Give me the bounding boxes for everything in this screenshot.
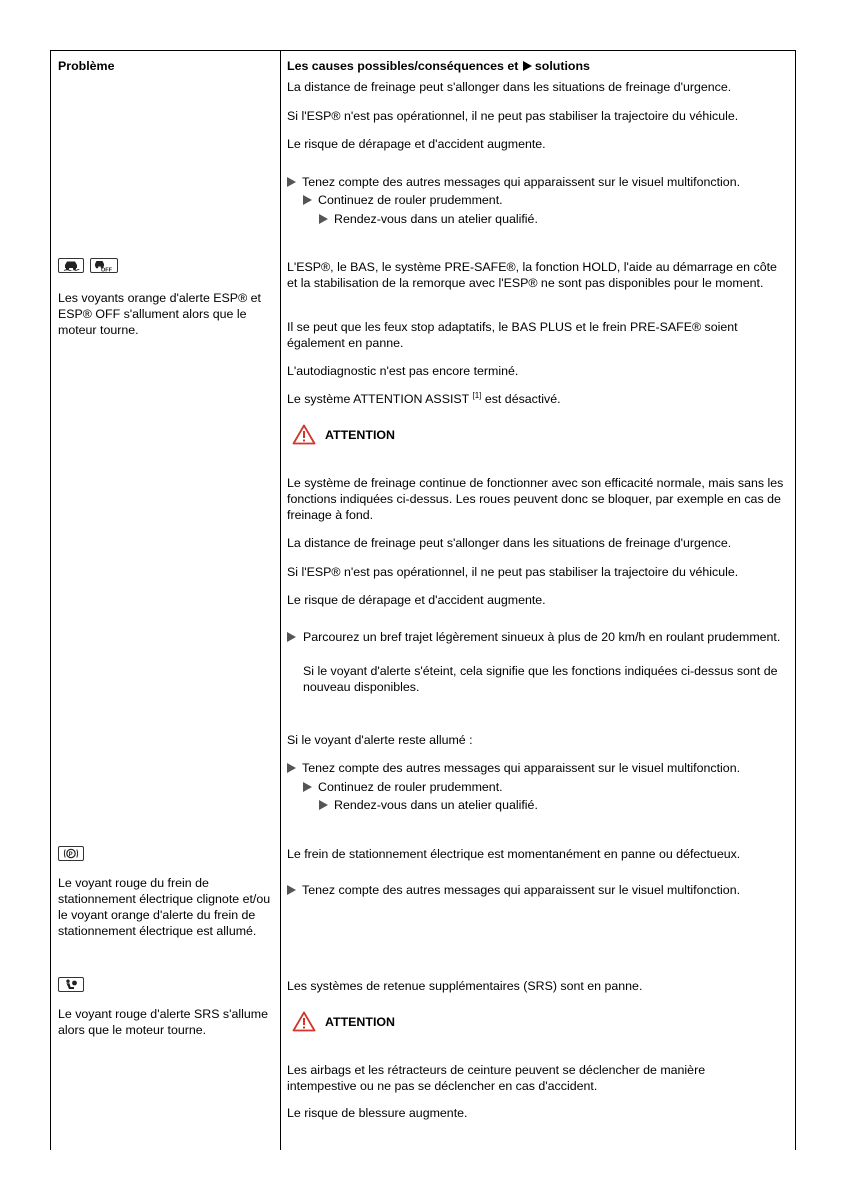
row2-problem: Le voyant rouge du frein de stationnement électrique clignote et/ou le voyant orange d'alerte du frein de stationnement électrique est allumé. bbox=[58, 876, 271, 938]
row1-condition: Si le voyant d'alerte reste allumé : bbox=[287, 733, 473, 747]
row1-para-4-text: Le système ATTENTION ASSIST bbox=[287, 392, 470, 406]
row3-problem: Le voyant rouge d'alerte SRS s'allume alors que le moteur tourne. bbox=[58, 1007, 268, 1037]
row1-step-3-text: Continuez de rouler prudemment. bbox=[318, 780, 503, 794]
row0-step-3-text: Rendez-vous dans un atelier qualifié. bbox=[334, 212, 538, 226]
row0-step-2-text: Continuez de rouler prudemment. bbox=[318, 193, 503, 207]
arrow-icon bbox=[319, 214, 328, 224]
row0-para-3: Le risque de dérapage et d'accident augmente. bbox=[287, 137, 546, 151]
esp-warning-icon bbox=[58, 258, 84, 273]
row1-problem: Les voyants orange d'alerte ESP® et ESP® OFF s'allument alors que le moteur tourne. bbox=[58, 291, 261, 337]
row3-para-1: Les systèmes de retenue supplémentaires (SRS) sont en panne. bbox=[287, 979, 643, 993]
esp-off-icon bbox=[90, 258, 118, 273]
row0-para-1: La distance de freinage peut s'allonger dans les situations de freinage d'urgence. bbox=[287, 80, 732, 94]
row1-para-1: L'ESP®, le BAS, le système PRE-SAFE®, la fonction HOLD, l'aide au démarrage en côte et la stabilisation de la remorque avec l'ESP® ne sont pas disponibles pour le moment. bbox=[287, 260, 777, 290]
row1-step-1-text: Parcourez un bref trajet légèrement sinueux à plus de 20 km/h en roulant prudemment. bbox=[303, 630, 781, 644]
warning-triangle-icon bbox=[292, 1011, 316, 1032]
row1-step-4 bbox=[319, 797, 538, 813]
row1-para-4 bbox=[287, 391, 787, 407]
table-column-divider bbox=[280, 50, 281, 1150]
row2-step-1 bbox=[287, 882, 740, 898]
arrow-icon bbox=[287, 177, 296, 187]
row1-warning-heading bbox=[292, 424, 395, 445]
parking-brake-icon bbox=[58, 846, 84, 861]
row0-step-1 bbox=[287, 174, 740, 190]
arrow-icon bbox=[523, 61, 532, 71]
row0-para-2: Si l'ESP® n'est pas opérationnel, il ne peut pas stabiliser la trajectoire du véhicule. bbox=[287, 109, 739, 123]
header-causes-prefix: Les causes possibles/conséquences et bbox=[287, 59, 519, 73]
arrow-icon bbox=[287, 632, 296, 642]
row1-step-2-text: Tenez compte des autres messages qui apparaissent sur le visuel multifonction. bbox=[302, 761, 741, 775]
row1-para-4-end: est désactivé. bbox=[484, 392, 561, 406]
row0-step-1-text: Tenez compte des autres messages qui apparaissent sur le visuel multifonction. bbox=[302, 175, 741, 189]
row0-step-3 bbox=[319, 211, 538, 227]
arrow-icon bbox=[319, 800, 328, 810]
header-problem: Problème bbox=[58, 59, 115, 73]
table-top-border bbox=[50, 50, 796, 51]
row1-step-1-result: Si le voyant d'alerte s'éteint, cela signifie que les fonctions indiquées ci-dessus sont de nouveau disponibles. bbox=[303, 664, 778, 694]
header-causes bbox=[287, 58, 787, 74]
row1-step-1 bbox=[287, 629, 302, 645]
srs-airbag-icon bbox=[58, 977, 84, 992]
row3-warning-text-1: Les airbags et les rétracteurs de ceinture peuvent se déclencher de manière intempestive ou ne pas se déclencher en cas d'accident. bbox=[287, 1063, 706, 1093]
arrow-icon bbox=[287, 763, 296, 773]
row3-warning-heading bbox=[292, 1011, 395, 1032]
svg-text:OFF: OFF bbox=[101, 267, 112, 272]
warning-label: ATTENTION bbox=[325, 427, 395, 442]
row1-step-3 bbox=[303, 779, 503, 795]
row2-para-1: Le frein de stationnement électrique est momentanément en panne ou défectueux. bbox=[287, 847, 741, 861]
arrow-icon bbox=[287, 885, 296, 895]
warning-triangle-icon bbox=[292, 424, 316, 445]
header-causes-suffix: solutions bbox=[534, 59, 590, 73]
row3-warning-text-2: Le risque de blessure augmente. bbox=[287, 1106, 468, 1120]
svg-text:P: P bbox=[68, 851, 73, 858]
table-left-border bbox=[50, 50, 51, 1150]
table-right-border bbox=[795, 50, 796, 1150]
row1-para-2: Il se peut que les feux stop adaptatifs, le BAS PLUS et le frein PRE-SAFE® soient également en panne. bbox=[287, 320, 738, 350]
row1-warning-text-3: Si l'ESP® n'est pas opérationnel, il ne peut pas stabiliser la trajectoire du véhicule. bbox=[287, 565, 739, 579]
row1-warning-text-1: Le système de freinage continue de fonctionner avec son efficacité normale, mais sans les fonctions indiquées ci-dessus. Les roues peuvent donc se bloquer, par exemple en cas de freinage à fond. bbox=[287, 476, 784, 522]
row1-warning-text-2: La distance de freinage peut s'allonger dans les situations de freinage d'urgence. bbox=[287, 536, 732, 550]
warning-label: ATTENTION bbox=[325, 1014, 395, 1029]
arrow-icon bbox=[303, 195, 312, 205]
row0-step-2 bbox=[303, 192, 503, 208]
row2-step-1-text: Tenez compte des autres messages qui apparaissent sur le visuel multifonction. bbox=[302, 883, 741, 897]
row1-warning-text-4: Le risque de dérapage et d'accident augmente. bbox=[287, 593, 546, 607]
arrow-icon bbox=[303, 782, 312, 792]
row1-step-2 bbox=[287, 760, 740, 776]
footnote-ref: [1] bbox=[472, 390, 482, 400]
row1-para-3: L'autodiagnostic n'est pas encore terminé. bbox=[287, 364, 519, 378]
row1-step-4-text: Rendez-vous dans un atelier qualifié. bbox=[334, 798, 538, 812]
